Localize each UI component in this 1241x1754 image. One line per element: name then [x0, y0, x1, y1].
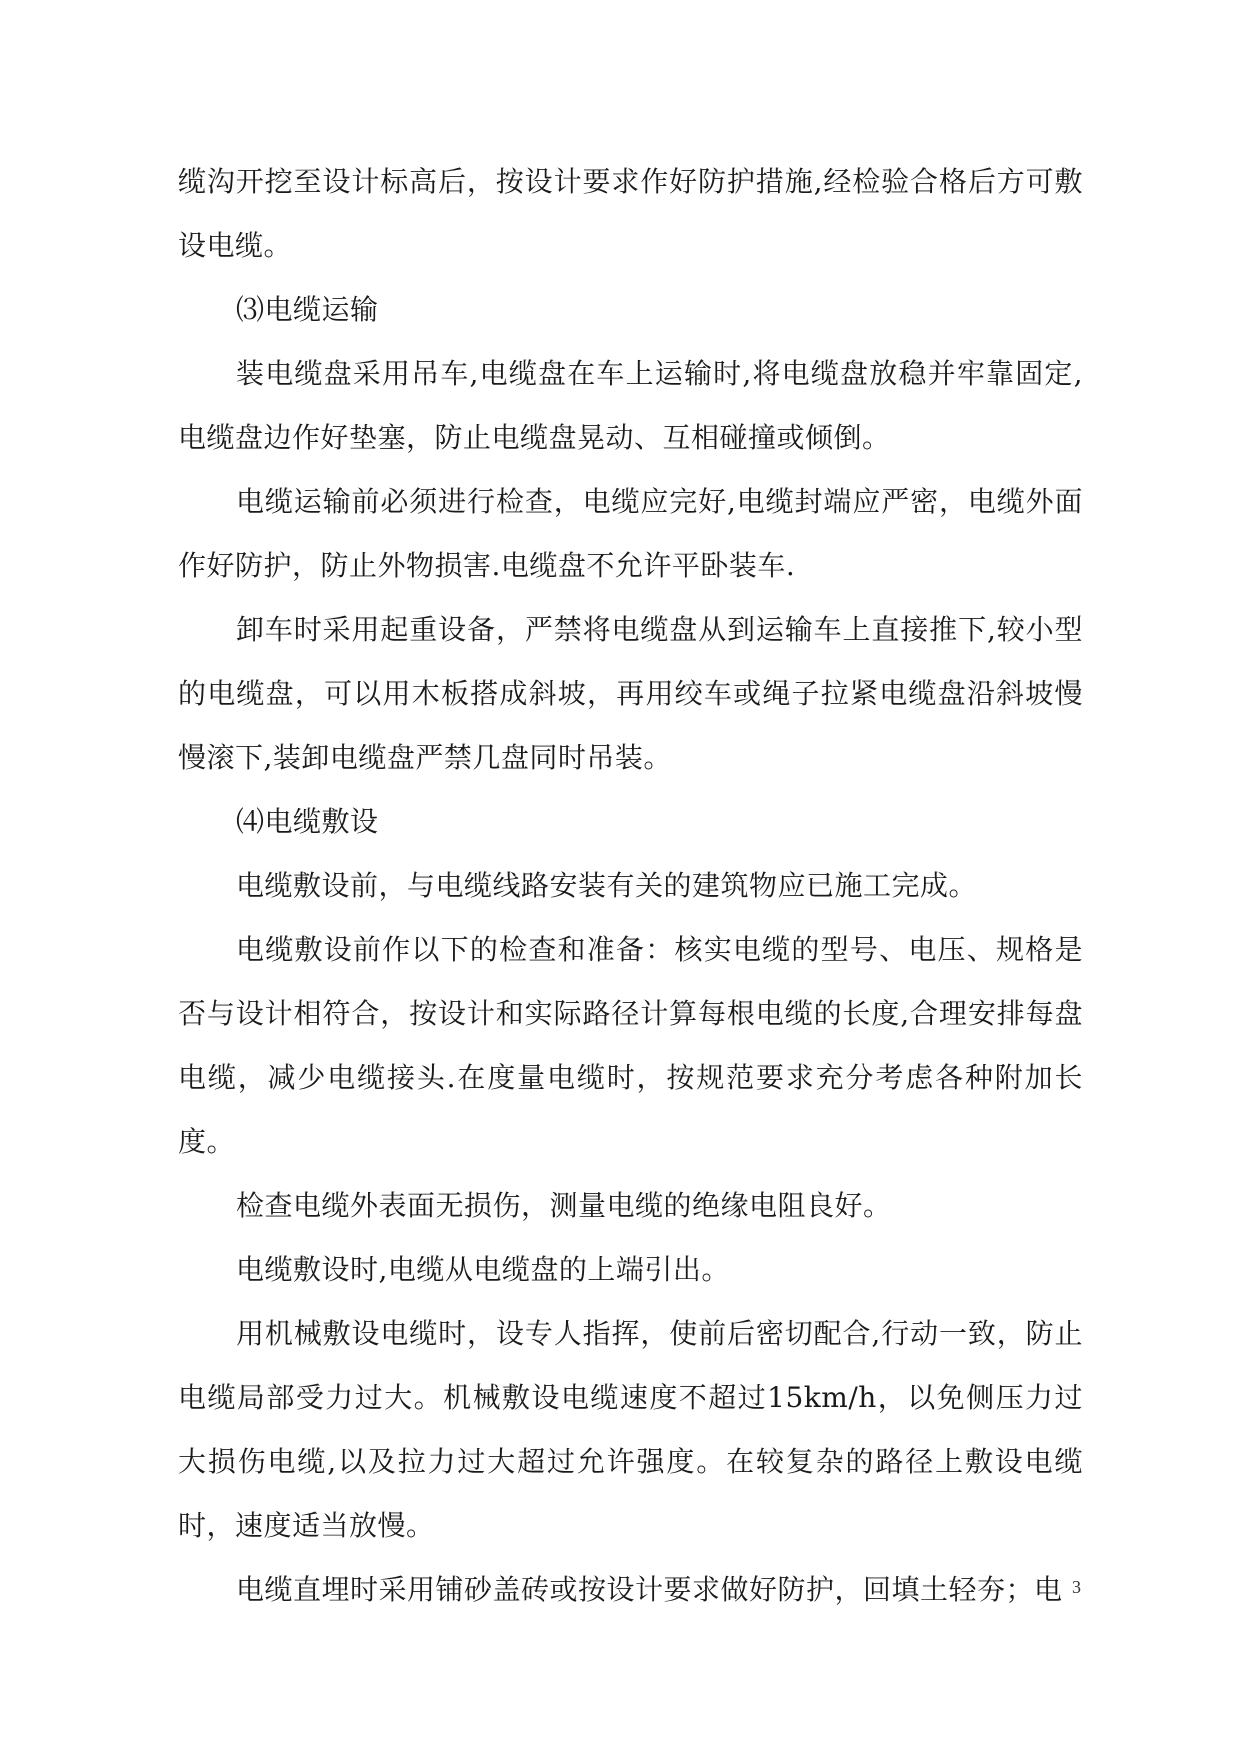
paragraph-insulation-check: 检查电缆外表面无损伤，测量电缆的绝缘电阻良好。 — [236, 1189, 892, 1222]
paragraph-unloading: 卸车时采用起重设备，严禁将电缆盘从到运输车上直接推下,较小型的电缆盘，可以用木板搭成斜坡，再用绞车或绳子拉紧电缆盘沿斜坡慢慢滚下,装卸电缆盘严禁几盘同时吊装。 — [178, 613, 1083, 774]
paragraph-continuation: 缆沟开挖至设计标高后，按设计要求作好防护措施,经检验合格后方可敷设电缆。 — [178, 165, 1083, 262]
section-heading-cable-transport: ⑶电缆运输 — [236, 293, 379, 326]
page-number: 3 — [1072, 1577, 1081, 1597]
paragraph-cable-drum-loading: 装电缆盘采用吊车,电缆盘在车上运输时,将电缆盘放稳并牢靠固定,电缆盘边作好垫塞，防止电缆盘晃动、互相碰撞或倾倒。 — [178, 357, 1083, 454]
paragraph-laying-prerequisite: 电缆敷设前，与电缆线路安装有关的建筑物应已施工完成。 — [236, 869, 978, 902]
paragraph-direct-burial: 电缆直埋时采用铺砂盖砖或按设计要求做好防护，回填土轻夯；电 — [236, 1573, 1063, 1606]
paragraph-laying-checks: 电缆敷设前作以下的检查和准备：核实电缆的型号、电压、规格是否与设计相符合，按设计和实际路径计算每根电缆的长度,合理安排每盘电缆，减少电缆接头.在度量电缆时，按规范要求充分考虑各种附加长度。 — [178, 933, 1083, 1158]
document-body — [178, 150, 1083, 1622]
paragraph-mechanical-laying: 用机械敷设电缆时，设专人指挥，使前后密切配合,行动一致，防止电缆局部受力过大。机械敷设电缆速度不超过15km/h，以免侧压力过大损伤电缆,以及拉力过大超过允许强度。在较复杂的路径上敷设电缆时，速度适当放慢。 — [178, 1317, 1083, 1542]
section-heading-cable-laying: ⑷电缆敷设 — [236, 805, 379, 838]
paragraph-pre-transport-inspection: 电缆运输前必须进行检查，电缆应完好,电缆封端应严密，电缆外面作好防护，防止外物损害.电缆盘不允许平卧装车. — [178, 485, 1083, 582]
paragraph-cable-lead-out: 电缆敷设时,电缆从电缆盘的上端引出。 — [236, 1253, 730, 1286]
